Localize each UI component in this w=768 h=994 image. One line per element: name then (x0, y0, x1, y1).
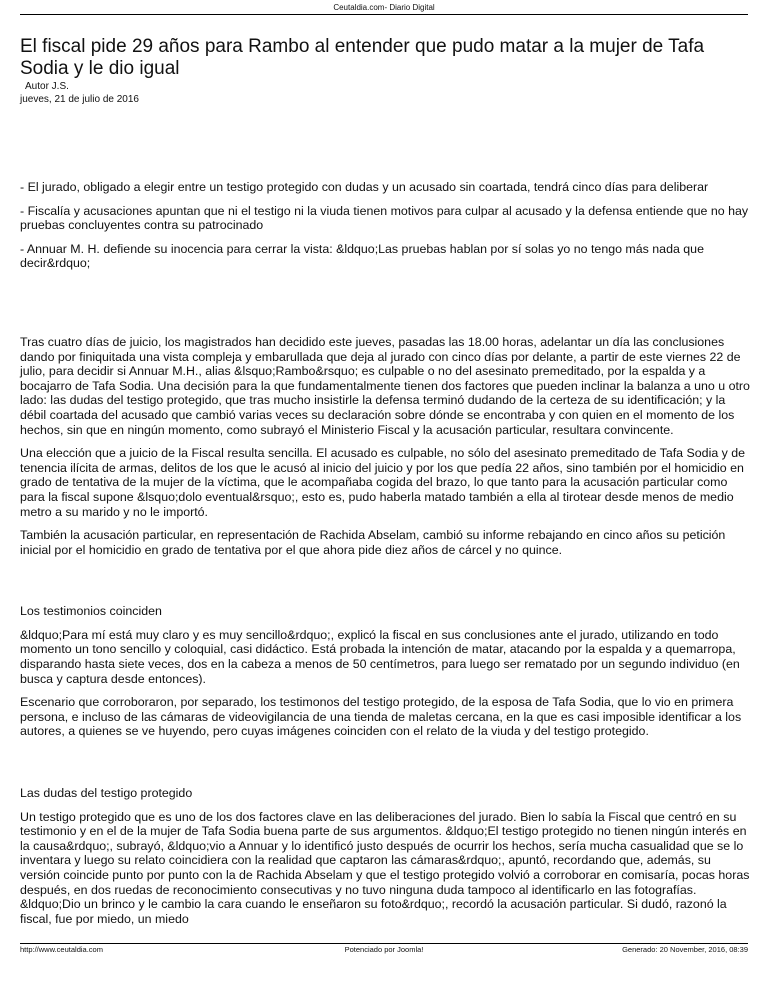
body-paragraph: Escenario que corroboraron, por separado, los testimonos del testigo protegido, de la esposa de Tafa Sodia, que lo vio en primera persona, e incluso de las cámaras de videovigilancia de una tienda de maletas cercana, en la que es casi imposible identificar a los autores, a quienes se ve huyendo, pero cuyas imágenes coinciden con el relato de la viuda y del testigo protegido. (20, 695, 742, 739)
article-author: Autor J.S. (25, 81, 69, 92)
summary-bullet: - Annuar M. H. defiende su inocencia para cerrar la vista: &ldquo;Las pruebas hablan por sí solas yo no tengo más nada que decir&rdquo; (20, 241, 704, 271)
body-paragraph: &ldquo;Para mí está muy claro y es muy sencillo&rdquo;, explicó la fiscal en sus conclusiones ante el jurado, utilizando en todo momento un tono sencillo y coloquial, casi didáctico. Está probada la intención de matar, atacando por la espalda y a quemarropa, disparando hasta siete veces, dos en la cabeza a menos de 50 centímetros, para luego ser rematado por un segundo individuo (en busca y captura desde entonces). (20, 627, 740, 686)
article-title: El fiscal pide 29 años para Rambo al entender que pudo matar a la mujer de Tafa Sodia y le dio igual (20, 36, 705, 79)
footer-generated: Generado: 20 November, 2016, 08:39 (622, 945, 748, 954)
spacer (20, 748, 752, 786)
article-content (20, 180, 752, 935)
article-date: jueves, 21 de julio de 2016 (20, 94, 139, 105)
spacer (20, 280, 752, 335)
footer-url[interactable]: http://www.ceutaldia.com (20, 945, 103, 954)
body-paragraph: Un testigo protegido que es uno de los dos factores clave en las deliberaciones del jurado. Bien lo sabía la Fiscal que centró en su testimonio y en el de la mujer de Tafa Sodia buena parte de sus argumentos. &ldquo;El testigo protegido no tienen ningún interés en la causa&rdquo;, subrayó, &ldquo;vio a Annuar y lo identificó justo después de ocurrir los hechos, sería mucha casualidad que se lo inventara y luego su relato coincidiera con la realidad que captaron las cámaras&rdquo;, apuntó, recordando que, además, su versión coincide punto por punto con la de Rachida Abselam y que el testigo protegido volvió a corroborar en comisaría, pocas horas después, en dos ruedas de reconocimiento consecutivas y no tuvo ninguna duda tampoco al identificarlo en las fotografías. &ldquo;Dio un brinco y le cambio la cara cuando le enseñaron su foto&rdquo;, recordó la acusación particular. Si dudó, razonó la fiscal, fue por miedo, un miedo (20, 809, 750, 926)
body-paragraph: También la acusación particular, en representación de Rachida Abselam, cambió su informe rebajando en cinco años su petición inicial por el homicidio en grado de tentativa por el que ahora pide diez años de cárcel y no quince. (20, 528, 726, 557)
footer-powered: Potenciado por Joomla! (344, 945, 424, 954)
summary-bullet: - El jurado, obligado a elegir entre un testigo protegido con dudas y un acusado sin coartada, tendrá cinco días para deliberar (20, 180, 709, 194)
body-paragraph: Una elección que a juicio de la Fiscal resulta sencilla. El acusado es culpable, no sólo del asesinato premeditado de Tafa Sodia y de tenencia ilícita de armas, delitos de los que le acusó al inicio del juicio y por los que pedía 22 años, sino también por el homicidio en grado de tentativa de la mujer de la víctima, que le acompañaba cogida del brazo, lo que tanto para la acusación particular como para la fiscal supone &lsquo;dolo eventual&rsquo;, esto es, pudo haberla matado también a ella al tirotear desde menos de medio metro a su marido y no le importó. (20, 446, 746, 519)
section-heading: Los testimonios coinciden (20, 604, 162, 619)
spacer (20, 566, 752, 604)
footer-rule (20, 943, 748, 944)
site-header: Ceutaldia.com- Diario Digital (333, 3, 435, 12)
section-heading: Las dudas del testigo protegido (20, 786, 193, 801)
body-paragraph: Tras cuatro días de juicio, los magistrados han decidido este jueves, pasadas las 18.00 horas, adelantar un día las conclusiones dando por finiquitada una vista compleja y embarullada que deja al jurado con cinco días por delante, a partir de este viernes 22 de julio, para decidir si Annuar M.H., alias &lsquo;Rambo&rsquo; es culpable o no del asesinato premeditado, por la espalda y a bocajarro de Tafa Sodia. Una decisión para la que fundamentalmente tienen dos factores que pueden inclinar la balanza a uno u otro lado: las dudas del testigo protegido, que tras mucho insistirle la defensa terminó dudando de la certeza de su identificación; y la débil coartada del acusado que cambió varias veces su declaración sobre dónde se encontraba y con quien en el momento de los hechos, sin que en ningún momento, como subrayó el Ministerio Fiscal y la acusación particular, resultara convincente. (20, 334, 750, 437)
summary-bullet: - Fiscalía y acusaciones apuntan que ni el testigo ni la viuda tienen motivos para culpar al acusado y la defensa entiende que no hay pruebas concluyentes contra su patrocinado (20, 203, 749, 233)
